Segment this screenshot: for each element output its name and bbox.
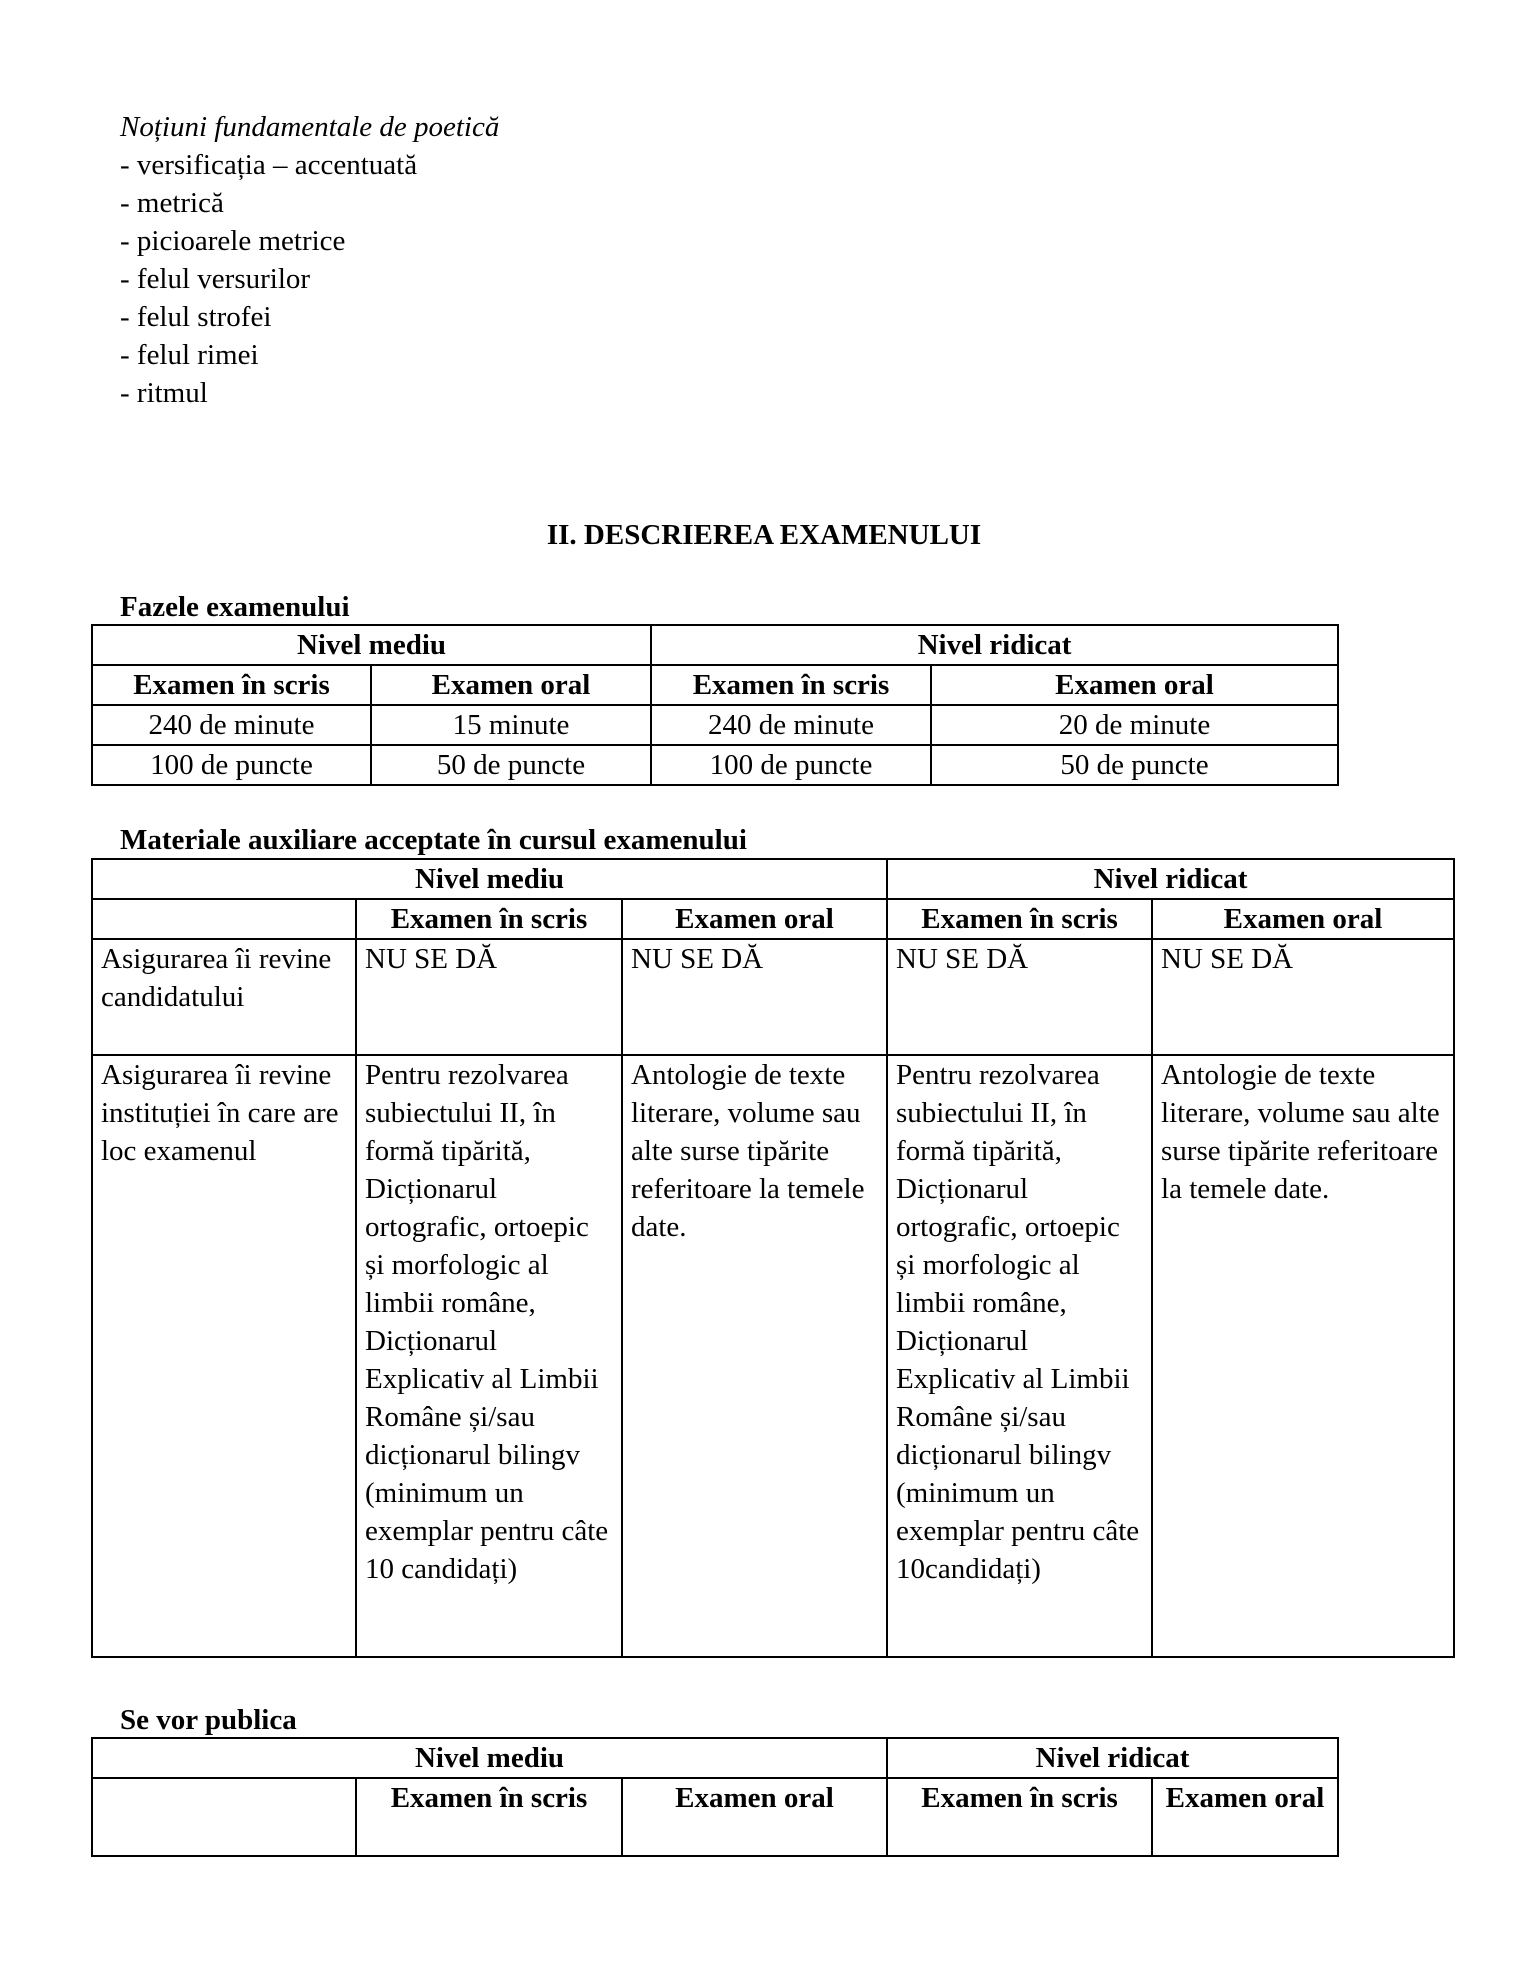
subheader-cell: Examen oral — [622, 899, 887, 939]
row-label-cell: Asigurarea îi revine candidatului — [92, 939, 356, 1055]
subheader-cell: Examen oral — [1152, 1778, 1338, 1856]
level-header-high: Nivel ridicat — [651, 625, 1338, 665]
phases-table — [91, 624, 1339, 786]
subheader-cell: Examen în scris — [887, 1778, 1152, 1856]
table-cell: Pentru rezolvarea subiectului II, în formă tipărită, Dicționarul ortografic, ortoepic și morfologic al limbii române, Dicționarul Explicativ al Limbii Române și/sau dicționarul bilingv (minimum un exemplar pentru câte 10candidați) — [887, 1055, 1152, 1657]
table-cell: Antologie de texte literare, volume sau alte surse tipărite referitoare la temele date. — [622, 1055, 887, 1657]
subheader-cell: Examen în scris — [887, 899, 1152, 939]
points-cell: 50 de puncte — [931, 745, 1338, 785]
table-row — [92, 899, 1454, 939]
subheader-cell: Examen oral — [931, 665, 1338, 705]
level-header-high: Nivel ridicat — [887, 859, 1454, 899]
table-row — [92, 705, 1338, 745]
table-row — [92, 1055, 1454, 1657]
subheader-cell: Examen în scris — [92, 665, 371, 705]
subheader-cell: Examen în scris — [356, 1778, 622, 1856]
table-row — [92, 939, 1454, 1055]
subheader-cell: Examen în scris — [356, 899, 622, 939]
table-cell: Antologie de texte literare, volume sau alte surse tipărite referitoare la temele date. — [1152, 1055, 1454, 1657]
duration-cell: 240 de minute — [92, 705, 371, 745]
subheader-cell: Examen oral — [1152, 899, 1454, 939]
list-item: - felul rimei — [120, 339, 259, 371]
level-header-medium: Nivel mediu — [92, 859, 887, 899]
materials-table — [91, 858, 1455, 1658]
empty-cell — [92, 899, 356, 939]
level-header-medium: Nivel mediu — [92, 1738, 887, 1778]
points-cell: 100 de puncte — [92, 745, 371, 785]
duration-cell: 15 minute — [371, 705, 651, 745]
subheader-cell: Examen în scris — [651, 665, 931, 705]
table-row — [92, 859, 1454, 899]
table-row — [92, 1738, 1338, 1778]
list-item: - felul versurilor — [120, 263, 311, 295]
publish-label: Se vor publica — [120, 1704, 297, 1736]
table-cell: Pentru rezolvarea subiectului II, în formă tipărită, Dicționarul ortografic, ortoepic și morfologic al limbii române, Dicționarul Explicativ al Limbii Române și/sau dicționarul bilingv (minimum un exemplar pentru câte 10 candidați) — [356, 1055, 622, 1657]
level-header-medium: Nivel mediu — [92, 625, 651, 665]
list-item: - ritmul — [120, 377, 208, 409]
duration-cell: 240 de minute — [651, 705, 931, 745]
poetics-section — [120, 108, 499, 412]
table-row — [92, 625, 1338, 665]
section-title: II. DESCRIEREA EXAMENULUI — [546, 519, 982, 551]
table-row — [92, 665, 1338, 705]
publish-table — [91, 1737, 1339, 1857]
level-header-high: Nivel ridicat — [887, 1738, 1338, 1778]
table-row — [92, 745, 1338, 785]
table-row — [92, 1778, 1338, 1856]
list-item: - picioarele metrice — [120, 225, 346, 257]
points-cell: 50 de puncte — [371, 745, 651, 785]
table-cell: NU SE DĂ — [356, 939, 622, 1055]
list-item: - versificația – accentuată — [120, 149, 418, 181]
list-item: - felul strofei — [120, 301, 272, 333]
table-cell: NU SE DĂ — [887, 939, 1152, 1055]
empty-cell — [92, 1778, 356, 1856]
points-cell: 100 de puncte — [651, 745, 931, 785]
subheader-cell: Examen oral — [622, 1778, 887, 1856]
materials-label: Materiale auxiliare acceptate în cursul examenului — [120, 824, 747, 856]
phases-label: Fazele examenului — [120, 591, 350, 623]
poetics-heading: Noțiuni fundamentale de poetică — [120, 111, 500, 143]
list-item: - metrică — [120, 187, 224, 219]
table-cell: NU SE DĂ — [1152, 939, 1454, 1055]
duration-cell: 20 de minute — [931, 705, 1338, 745]
table-cell: NU SE DĂ — [622, 939, 887, 1055]
subheader-cell: Examen oral — [371, 665, 651, 705]
row-label-cell: Asigurarea îi revine instituției în care are loc examenul — [92, 1055, 356, 1657]
